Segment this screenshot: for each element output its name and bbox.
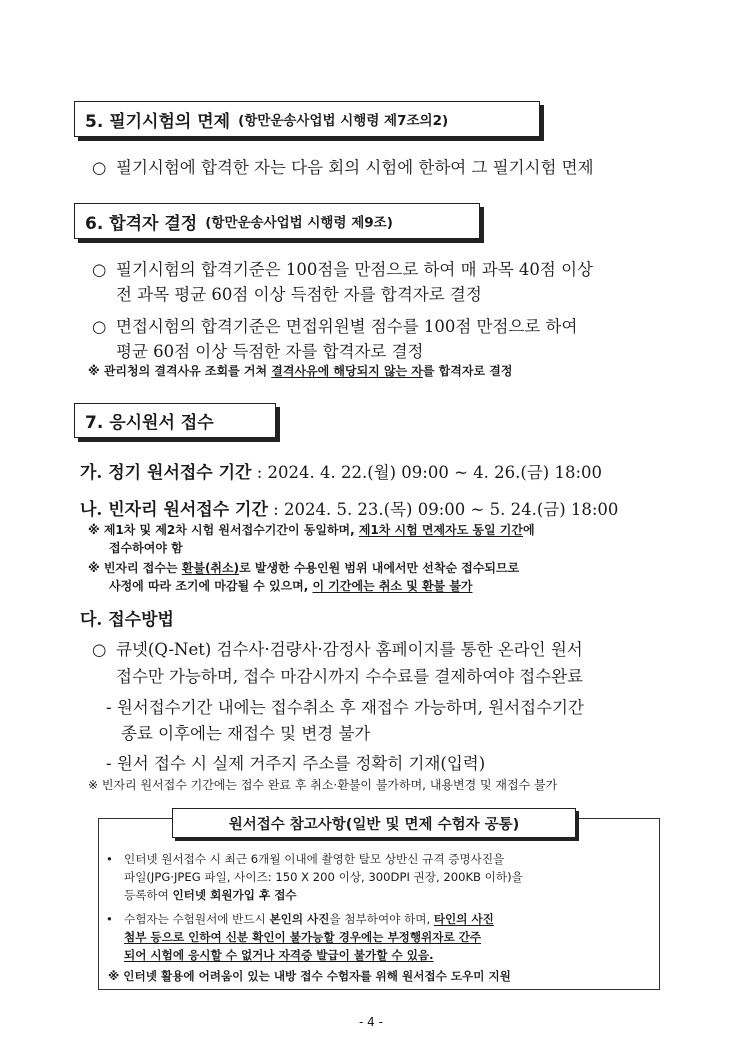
reference-bullet-1	[106, 851, 504, 867]
section-6-note	[88, 362, 512, 379]
circle-bullet-icon: ○	[92, 317, 107, 336]
section-6-heading	[74, 203, 480, 239]
method-dash-1: - 원서접수기간 내에는 접수취소 후 재접수 가능하며, 원서접수기간	[106, 698, 584, 717]
vacancy-note-1	[88, 521, 535, 538]
reference-bullet-1-l2: 파일(JPG·JPEG 파일, 사이즈: 150 X 200 이상, 300DPI 권장, 200KB 이하)을	[124, 870, 523, 884]
reference-bullet-1-l3	[124, 887, 297, 903]
method-bullet	[92, 636, 583, 660]
note-underlined: 제1차 시험 면제자도 동일 기간	[358, 523, 523, 537]
method-dash-1-cont: 종료 이후에는 재접수 및 변경 불가	[121, 724, 371, 743]
vacancy-note-2	[88, 559, 519, 576]
note-underlined: 환불(취소)	[181, 561, 240, 575]
bullet-text: 을 첨부하여야 하며,	[329, 912, 434, 926]
page-number: - 4 -	[359, 1015, 383, 1029]
vacancy-note-2-cont	[109, 577, 473, 594]
reference-note: ※ 인터넷 활용에 어려움이 있는 내방 접수 수험자를 위해 원서접수 도우미 지원	[108, 969, 511, 983]
section-5-title: 5. 필기시험의 면제	[85, 111, 231, 132]
section-6-bullet-1	[92, 256, 593, 280]
section-5-subtitle: (항만운송사업법 시행령 제7조의2)	[238, 113, 449, 129]
method-bullet-cont: 접수만 가능하며, 접수 마감시까지 수수료를 결제하여야 접수완료	[116, 667, 584, 686]
note-text: 에	[523, 523, 535, 537]
reference-box	[98, 818, 660, 990]
note-text: ※ 제1차 및 제2차 시험 원서접수기간이 동일하며,	[88, 523, 359, 537]
bullet-text: 큐넷(Q-Net) 검수사·검량사·감정사 홈페이지를 통한 온라인 원서	[116, 640, 583, 659]
regular-period-label: 가. 정기 원서접수 기간	[80, 463, 252, 483]
note-text: 를 합격자로 결정	[422, 364, 513, 378]
note-text: 로 발생한 수용인원 범위 내에서만 선착순 접수되므로	[239, 561, 520, 575]
bullet-text: 면접시험의 합격기준은 면접위원별 점수를 100점 만점으로 하여	[116, 317, 578, 336]
note-text: ※ 관리청의 결격사유 조회를 거쳐	[88, 364, 272, 378]
reference-bullet-2-l3: 되어 시험에 응시할 수 없거나 자격증 발급이 불가할 수 있음.	[124, 948, 434, 962]
regular-period-value: : 2024. 4. 22.(월) 09:00 ~ 4. 26.(금) 18:00	[256, 463, 603, 482]
section-5-heading	[74, 101, 540, 137]
vacancy-period	[80, 495, 618, 520]
bullet-text: 필기시험의 합격기준은 100점을 만점으로 하여 매 과목 40점 이상	[116, 260, 593, 279]
dot-bullet-icon: •	[106, 852, 113, 866]
bullet-text: 수험자는 수험원서에 반드시	[124, 912, 270, 926]
bullet-bold: 본인의 사진	[269, 912, 330, 926]
circle-bullet-icon: ○	[92, 158, 107, 177]
reference-bullet-2-l2: 첨부 등으로 인하여 신분 확인이 불가능할 경우에는 부정행위자로 간주	[124, 930, 482, 944]
reference-title: 원서접수 참고사항(일반 및 면제 수험자 공통)	[172, 808, 576, 838]
method-heading	[80, 605, 174, 630]
section-6-subtitle: (항만운송사업법 시행령 제9조)	[205, 215, 393, 231]
section-6-bullet-2	[92, 313, 577, 337]
section-7-heading	[74, 403, 276, 438]
note-underlined: 이 기간에는 취소 및 환불 불가	[312, 579, 473, 593]
method-dash-2: - 원서 접수 시 실제 거주지 주소를 정확히 기재(입력)	[106, 754, 486, 773]
reference-bullet-2	[106, 911, 494, 927]
method-label: 다. 접수방법	[80, 610, 174, 630]
section-7-title: 7. 응시원서 접수	[85, 413, 214, 433]
section-6-bullet-2-cont: 평균 60점 이상 득점한 자를 합격자로 결정	[116, 342, 424, 361]
bullet-bold-underlined: 타인의 사진	[433, 912, 494, 926]
vacancy-period-label: 나. 빈자리 원서접수 기간	[80, 500, 268, 520]
circle-bullet-icon: ○	[92, 260, 107, 279]
circle-bullet-icon: ○	[92, 640, 107, 659]
section-6-title: 6. 합격자 결정	[85, 213, 198, 234]
vacancy-period-value: : 2024. 5. 23.(목) 09:00 ~ 5. 24.(금) 18:00	[273, 500, 619, 519]
vacancy-note-1-cont: 접수하여야 함	[109, 541, 183, 555]
note-underlined: 결격사유에 해당되지 않는 자	[271, 364, 423, 378]
note-text: 사정에 따라 조기에 마감될 수 있으며,	[109, 579, 313, 593]
bullet-bold: 인터넷 회원가입 후 접수	[172, 888, 297, 902]
bullet-text: 인터넷 원서접수 시 최근 6개월 이내에 촬영한 탈모 상반신 규격 증명사진을	[124, 852, 505, 866]
note-text: ※ 빈자리 접수는	[88, 561, 182, 575]
dot-bullet-icon: •	[106, 912, 113, 926]
section-5-bullet	[92, 154, 594, 178]
section-5-bullet-text: 필기시험에 합격한 자는 다음 회의 시험에 한하여 그 필기시험 면제	[116, 158, 594, 177]
section-6-bullet-1-cont: 전 과목 평균 60점 이상 득점한 자를 합격자로 결정	[116, 285, 482, 304]
method-note: ※ 빈자리 원서접수 기간에는 접수 완료 후 취소·환불이 불가하며, 내용변경 및 재접수 불가	[88, 778, 558, 792]
bullet-text: 등록하여	[124, 888, 173, 902]
regular-period	[80, 458, 602, 483]
